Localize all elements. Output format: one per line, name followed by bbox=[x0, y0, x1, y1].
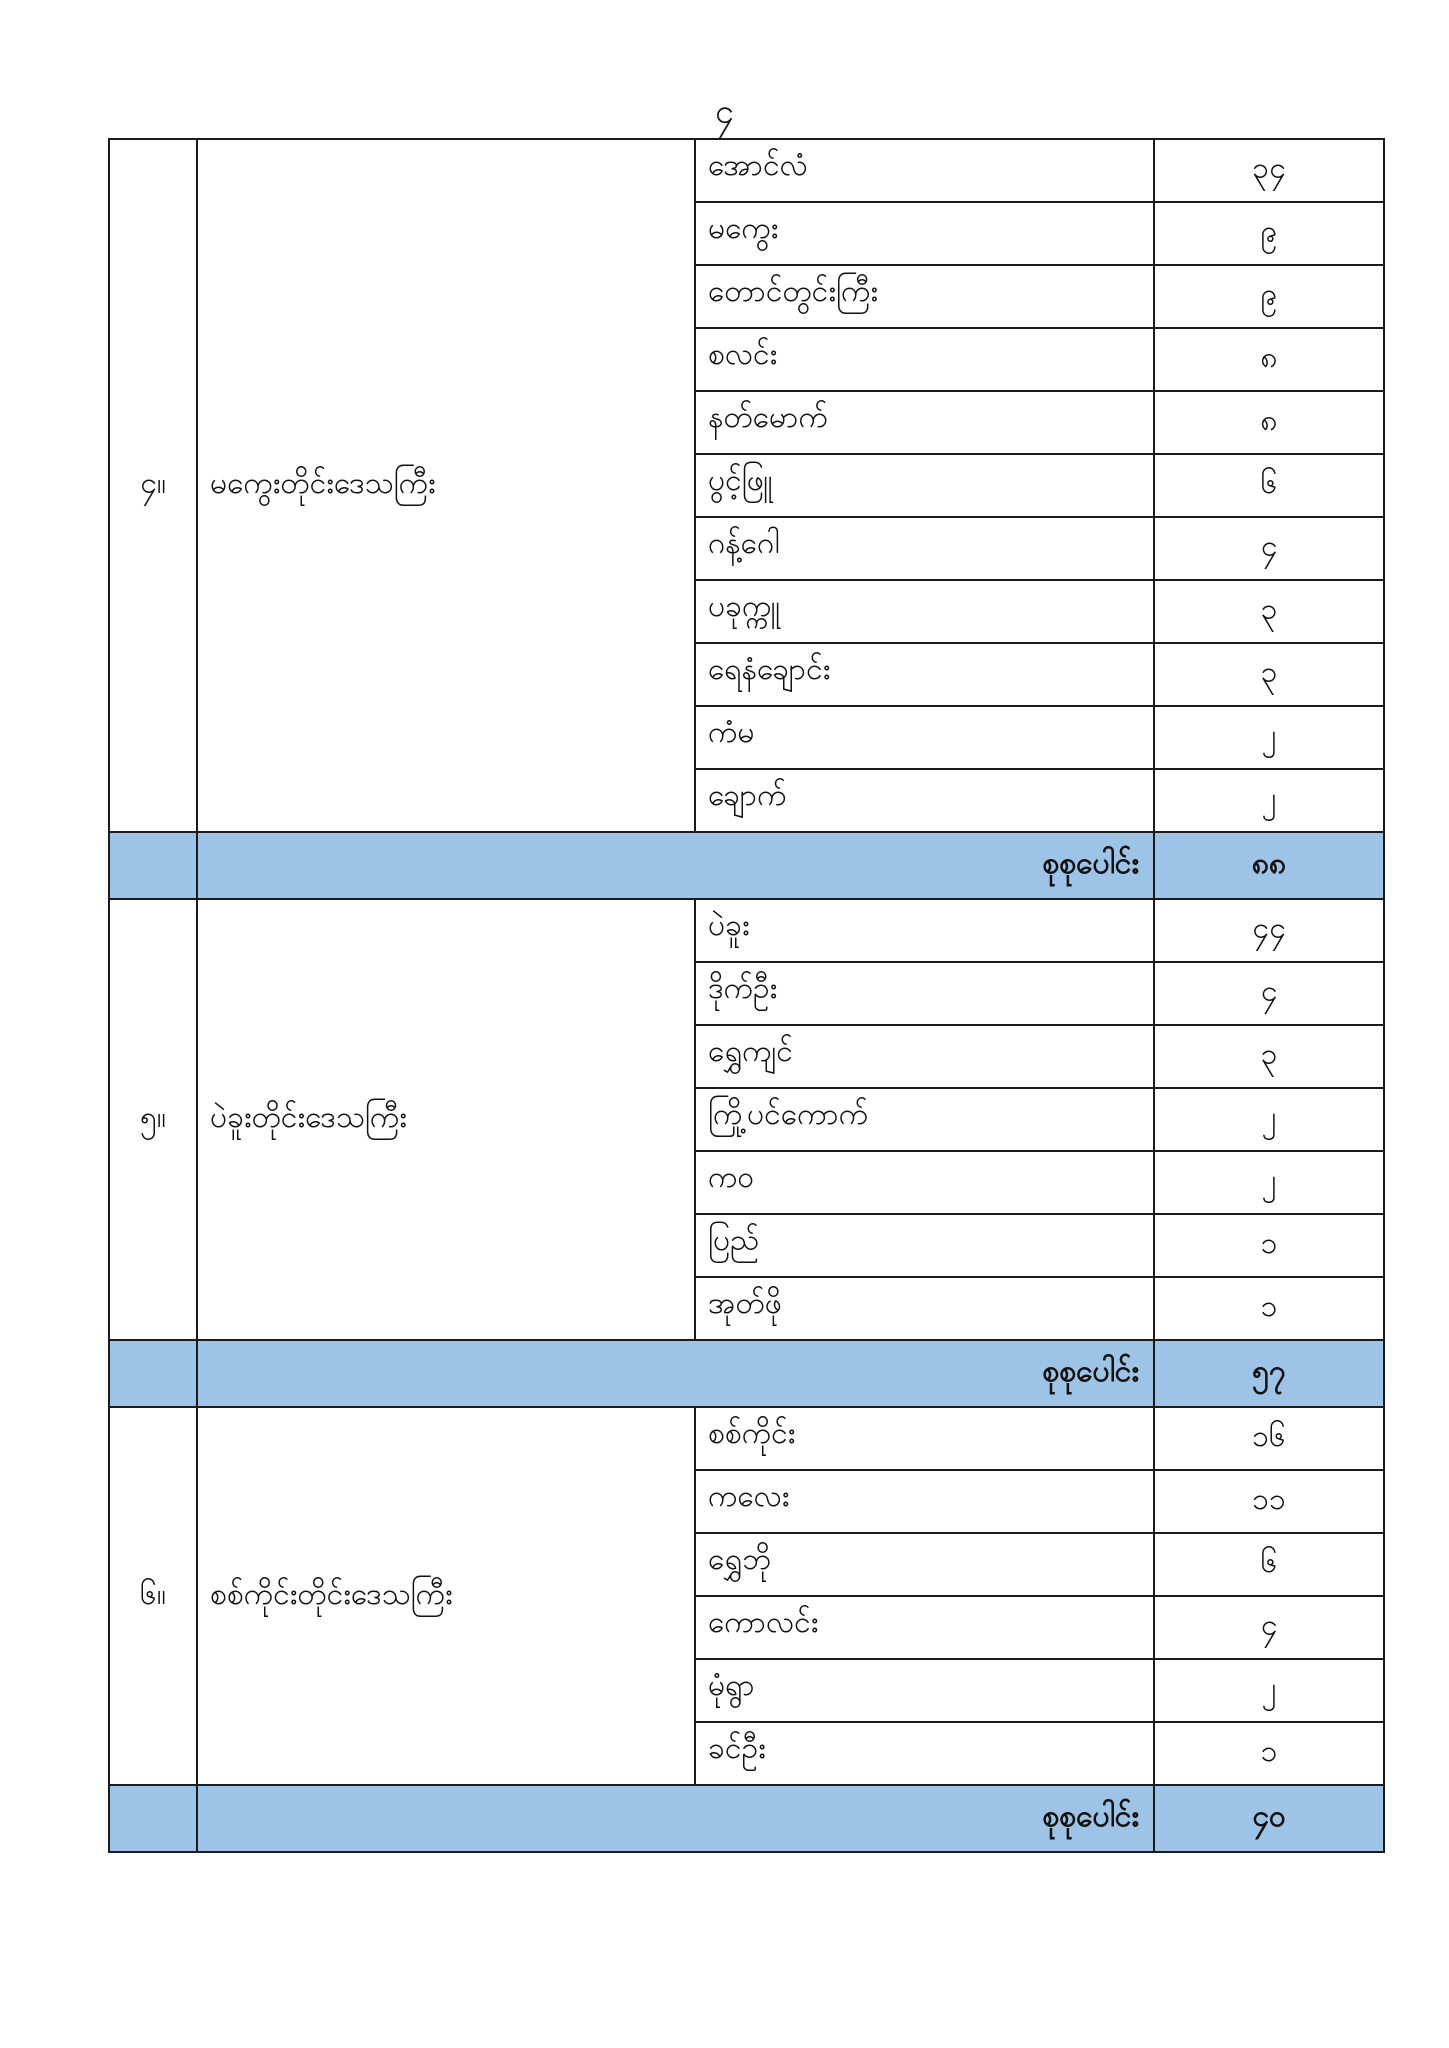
township-name: ကောလင်း bbox=[695, 1596, 1154, 1659]
township-count: ၁၁ bbox=[1154, 1470, 1384, 1533]
table-body bbox=[109, 139, 1384, 1852]
township-count: ၃၄ bbox=[1154, 139, 1384, 202]
total-label: စုစုပေါင်း bbox=[197, 1785, 1154, 1852]
total-row-blank-cell bbox=[109, 1340, 197, 1407]
township-count: ၂ bbox=[1154, 1151, 1384, 1214]
total-row bbox=[109, 1785, 1384, 1852]
township-count: ၄ bbox=[1154, 1596, 1384, 1659]
total-value: ၄၀ bbox=[1154, 1785, 1384, 1852]
township-name: ရေနံချောင်း bbox=[695, 643, 1154, 706]
township-count: ၉ bbox=[1154, 265, 1384, 328]
township-name: ချောက် bbox=[695, 769, 1154, 832]
township-count: ၃ bbox=[1154, 643, 1384, 706]
township-name: ဂန့်ဂေါ bbox=[695, 517, 1154, 580]
total-row bbox=[109, 1340, 1384, 1407]
township-name: တောင်တွင်းကြီး bbox=[695, 265, 1154, 328]
township-name: ကလေး bbox=[695, 1470, 1154, 1533]
township-name: ရွှေဘို bbox=[695, 1533, 1154, 1596]
township-name: ကြို့ပင်ကောက် bbox=[695, 1088, 1154, 1151]
township-count: ၁ bbox=[1154, 1277, 1384, 1340]
township-name: အောင်လံ bbox=[695, 139, 1154, 202]
township-name: ကဝ bbox=[695, 1151, 1154, 1214]
group-number: ၅။ bbox=[109, 899, 197, 1340]
township-name: စလင်း bbox=[695, 328, 1154, 391]
township-count: ၁၆ bbox=[1154, 1407, 1384, 1470]
region-name: မကွေးတိုင်းဒေသကြီး bbox=[197, 139, 695, 832]
township-count-table bbox=[108, 138, 1385, 1853]
township-count: ၂ bbox=[1154, 706, 1384, 769]
group-number: ၆။ bbox=[109, 1407, 197, 1785]
table-row bbox=[109, 139, 1384, 202]
township-name: မကွေး bbox=[695, 202, 1154, 265]
township-name: ခင်ဦး bbox=[695, 1722, 1154, 1785]
township-name: ပခုက္ကူ bbox=[695, 580, 1154, 643]
township-name: စစ်ကိုင်း bbox=[695, 1407, 1154, 1470]
township-count: ၆ bbox=[1154, 1533, 1384, 1596]
township-count: ၄ bbox=[1154, 962, 1384, 1025]
township-name: ပြည် bbox=[695, 1214, 1154, 1277]
township-count: ၂ bbox=[1154, 1088, 1384, 1151]
table-row bbox=[109, 899, 1384, 962]
table-row bbox=[109, 1407, 1384, 1470]
total-value: ၅၇ bbox=[1154, 1340, 1384, 1407]
total-label: စုစုပေါင်း bbox=[197, 1340, 1154, 1407]
region-name: ပဲခူးတိုင်းဒေသကြီး bbox=[197, 899, 695, 1340]
township-count: ၉ bbox=[1154, 202, 1384, 265]
township-count: ၃ bbox=[1154, 1025, 1384, 1088]
township-count: ၂ bbox=[1154, 1659, 1384, 1722]
township-name: ရွှေကျင် bbox=[695, 1025, 1154, 1088]
township-count: ၄၄ bbox=[1154, 899, 1384, 962]
total-label: စုစုပေါင်း bbox=[197, 832, 1154, 899]
township-count: ၆ bbox=[1154, 454, 1384, 517]
township-name: ပွင့်ဖြူ bbox=[695, 454, 1154, 517]
total-row bbox=[109, 832, 1384, 899]
group-number: ၄။ bbox=[109, 139, 197, 832]
total-value: ၈၈ bbox=[1154, 832, 1384, 899]
total-row-blank-cell bbox=[109, 832, 197, 899]
page-number: ၄ bbox=[714, 92, 735, 132]
township-count: ၂ bbox=[1154, 769, 1384, 832]
total-row-blank-cell bbox=[109, 1785, 197, 1852]
township-name: ဒိုက်ဦး bbox=[695, 962, 1154, 1025]
township-name: နတ်မောက် bbox=[695, 391, 1154, 454]
township-count: ၁ bbox=[1154, 1722, 1384, 1785]
township-name: အုတ်ဖို bbox=[695, 1277, 1154, 1340]
township-count: ၁ bbox=[1154, 1214, 1384, 1277]
region-name: စစ်ကိုင်းတိုင်းဒေသကြီး bbox=[197, 1407, 695, 1785]
township-name: မုံရွာ bbox=[695, 1659, 1154, 1722]
township-count: ၃ bbox=[1154, 580, 1384, 643]
township-count: ၈ bbox=[1154, 328, 1384, 391]
township-count: ၈ bbox=[1154, 391, 1384, 454]
township-name: ကံမ bbox=[695, 706, 1154, 769]
township-name: ပဲခူး bbox=[695, 899, 1154, 962]
township-count: ၄ bbox=[1154, 517, 1384, 580]
